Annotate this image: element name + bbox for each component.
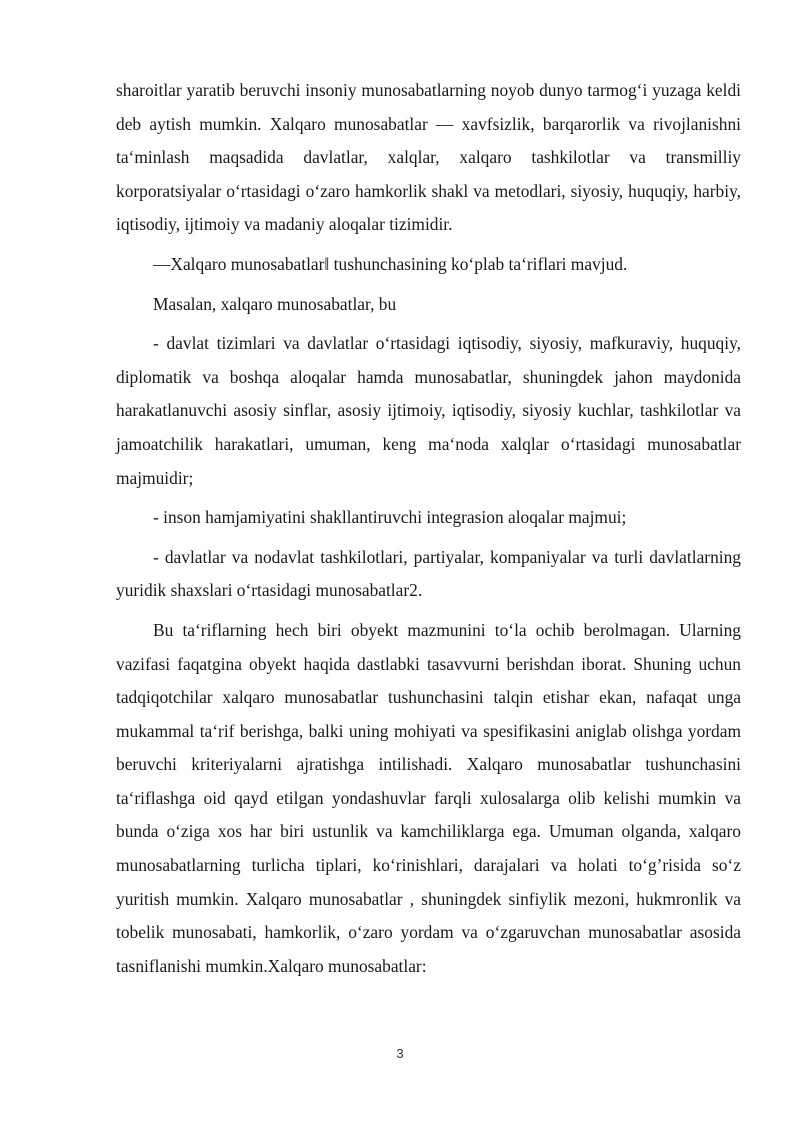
list-item-definition-2: - inson hamjamiyatini shakllantiruvchi integrasion aloqalar majmui; — [153, 507, 627, 528]
paragraph-continuation: sharoitlar yaratib beruvchi insoniy munosabatlarning noyob dunyo tarmog‘i yuzaga keldi deb aytish mumkin. Xalqaro munosabatlar — xavfsizlik, barqarorlik va rivojlanishni ta‘minlash maqsadida davlatlar, xalqlar, xalqaro tashkilotlar va transmilliy korporatsiyalar o‘rtasidagi o‘zaro hamkorlik shakl va metodlari, siyosiy, huquqiy, harbiy, iqtisodiy, ijtimoiy va madaniy aloqalar tizimidir. — [116, 80, 741, 235]
paragraph-example-intro: Masalan, xalqaro munosabatlar, bu — [153, 293, 397, 314]
body-text — [116, 74, 741, 989]
paragraph-analysis: Bu ta‘riflarning hech biri obyekt mazmunini to‘la ochib berolmagan. Ularning vazifasi faqatgina obyekt haqida dastlabki tasavvurni berishdan iborat. Shuning uchun tadqiqotchilar xalqaro munosabatlar tushunchasini talqin etishar ekan, nafaqat unga mukammal ta‘rif berishga, balki uning mohiyati va spesifikasini aniglab olishga yordam beruvchi kriteriyalarni ajratishga intilishadi. Xalqaro munosabatlar tushunchasini ta‘riflashga oid qayd etilgan yondashuvlar farqli xulosalarga olib kelishi mumkin va bunda o‘ziga xos har biri ustunlik va kamchiliklarga ega. Umuman olganda, xalqaro munosabatlarning turlicha tiplari, ko‘rinishlari, darajalari va holati to‘g’risida so‘z yuritish mumkin. Xalqaro munosabatlar , shuningdek sinfiylik mezoni, hukmronlik va tobelik munosabati, hamkorlik, o‘zaro yordam va o‘zgaruvchan munosabatlar asosida tasniflanishi mumkin.Xalqaro munosabatlar: — [116, 619, 741, 976]
list-item-definition-3: - davlatlar va nodavlat tashkilotlari, partiyalar, kompaniyalar va turli davlatlarning yuridik shaxslari o‘rtasidagi munosabatlar2. — [116, 546, 741, 601]
page-number: 3 — [396, 1046, 404, 1061]
paragraph-definitions-intro: ―Xalqaro munosabatlar‖ tushunchasining ko‘plab ta‘riflari mavjud. — [153, 253, 628, 274]
list-item-definition-1: - davlat tizimlari va davlatlar o‘rtasidagi iqtisodiy, siyosiy, mafkuraviy, huquqiy, diplomatik va boshqa aloqalar hamda munosabatlar, shuningdek jahon maydonida harakatlanuvchi asosiy sinflar, asosiy ijtimoiy, iqtisodiy, siyosiy kuchlar, tashkilotlar va jamoatchilik harakatlari, umuman, keng ma‘noda xalqlar o‘rtasidagi munosabatlar majmuidir; — [116, 333, 741, 488]
